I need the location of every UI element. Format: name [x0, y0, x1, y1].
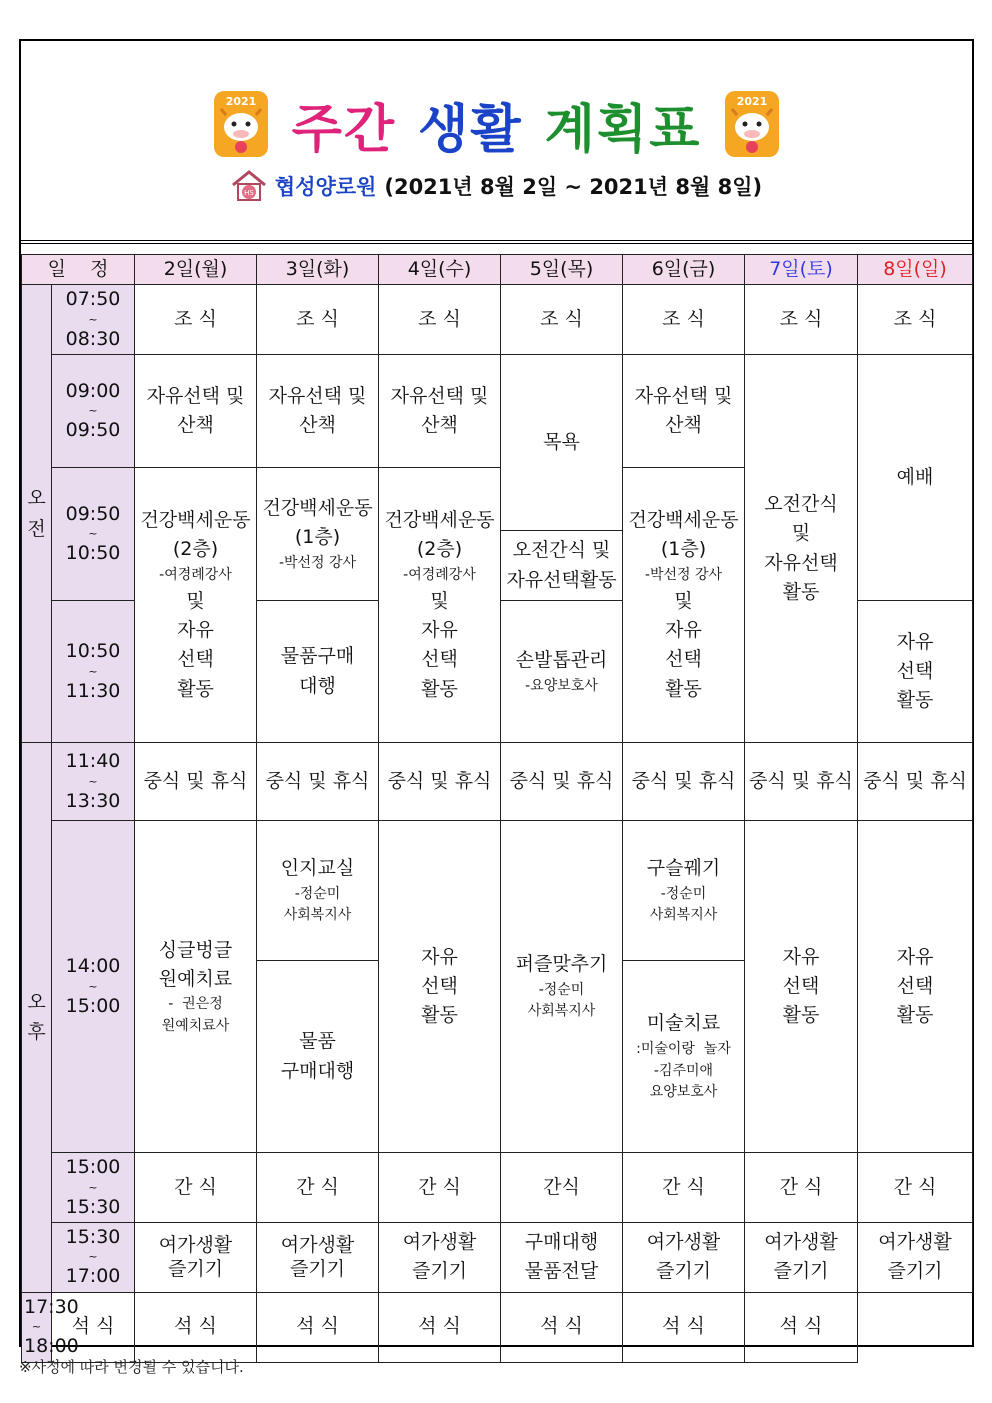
mon-pm-cell: 싱글벙글 원예치료 - 권은정 원예치료사 — [135, 821, 257, 1153]
breakfast-cell: 조 식 — [623, 285, 745, 355]
breakfast-cell: 조 식 — [257, 285, 379, 355]
svg-text:2021: 2021 — [737, 95, 768, 108]
snack-cell: 간 식 — [135, 1153, 257, 1223]
snack-cell: 간 식 — [379, 1153, 501, 1223]
leisure-cell: 여가생활 즐기기 — [257, 1222, 379, 1292]
pm-label: 오 후 — [22, 743, 52, 1293]
snack-cell: 간 식 — [745, 1153, 858, 1223]
breakfast-cell: 조 식 — [745, 285, 858, 355]
lunch-cell: 중식 및 휴식 — [257, 743, 379, 821]
table-row — [22, 743, 973, 821]
snack-cell: 간 식 — [858, 1153, 973, 1223]
day-fri: 6일(금) — [623, 255, 745, 285]
fri-pm2-cell: 미술치료 :미술이랑 놀자 -김주미애 요양보호사 — [623, 961, 745, 1153]
dinner-cell: 석 식 — [501, 1292, 623, 1362]
breakfast-cell: 조 식 — [501, 285, 623, 355]
leisure-cell: 여가생활 즐기기 — [623, 1222, 745, 1292]
day-sun: 8일(일) — [858, 255, 973, 285]
day-mon: 2일(월) — [135, 255, 257, 285]
snack-cell: 간 식 — [257, 1153, 379, 1223]
svg-text:HS: HS — [244, 189, 254, 197]
activity-cell: 자유선택 및 산책 — [135, 355, 257, 468]
day-wed: 4일(수) — [379, 255, 501, 285]
day-sat: 7일(토) — [745, 255, 858, 285]
breakfast-cell: 조 식 — [135, 285, 257, 355]
am-label: 오 전 — [22, 285, 52, 743]
fri-exercise-cell: 건강백세운동 (1층) -박선정 강사 및 자유 선택 활동 — [623, 468, 745, 743]
snack-cell: 간 식 — [623, 1153, 745, 1223]
lunch-cell: 중식 및 휴식 — [135, 743, 257, 821]
wed-exercise-cell: 건강백세운동 (2층) -여경례강사 및 자유 선택 활동 — [379, 468, 501, 743]
dinner-cell: 석 식 — [257, 1292, 379, 1362]
dinner-cell: 석 식 — [135, 1292, 257, 1362]
tue-pm2-cell: 물품 구매대행 — [257, 961, 379, 1153]
header-row — [22, 255, 973, 285]
time-cell: 09:50 ~ 10:50 — [52, 468, 135, 601]
mon-exercise-cell: 건강백세운동 (2층) -여경례강사 및 자유 선택 활동 — [135, 468, 257, 743]
time-cell: 07:50 ~ 08:30 — [52, 285, 135, 355]
bath-cell: 목욕 — [501, 355, 623, 531]
org-name: 협성양로원 — [274, 175, 377, 199]
activity-cell: 자유선택 및 산책 — [623, 355, 745, 468]
tue-pm1-cell: 인지교실 -정순미 사회복지사 — [257, 821, 379, 961]
snack-cell: 간식 — [501, 1153, 623, 1223]
time-cell: 09:00 ~ 09:50 — [52, 355, 135, 468]
sun-pm-cell: 자유 선택 활동 — [858, 821, 973, 1153]
leisure-cell: 여가생활 즐기기 — [858, 1222, 973, 1292]
activity-cell: 자유선택 및 산책 — [257, 355, 379, 468]
thu-pm-cell: 퍼즐맞추기 -정순미 사회복지사 — [501, 821, 623, 1153]
tue-purchase-cell: 물품구매 대행 — [257, 601, 379, 743]
day-tue: 3일(화) — [257, 255, 379, 285]
time-cell: 14:00 ~ 15:00 — [52, 821, 135, 1153]
breakfast-cell: 조 식 — [858, 285, 973, 355]
sat-pm-cell: 자유 선택 활동 — [745, 821, 858, 1153]
thu-leisure-cell: 구매대행 물품전달 — [501, 1222, 623, 1292]
title-word-1: 주간 — [291, 99, 397, 160]
svg-text:2021: 2021 — [225, 95, 256, 108]
lunch-cell: 중식 및 휴식 — [379, 743, 501, 821]
lunch-cell: 중식 및 휴식 — [858, 743, 973, 821]
table-row — [22, 355, 973, 468]
lunch-cell: 중식 및 휴식 — [501, 743, 623, 821]
time-cell: 15:30 ~ 17:00 — [52, 1222, 135, 1292]
title-word-3: 계획표 — [544, 99, 702, 160]
dinner-cell: 석 식 — [745, 1292, 858, 1362]
period: (2021년 8월 2일 ~ 2021년 8월 8일) — [384, 175, 763, 199]
worship-cell: 예배 — [858, 355, 973, 601]
sat-am-cell: 오전간식 및 자유선택 활동 — [745, 355, 858, 743]
table-row — [22, 821, 973, 961]
thu-snack-cell: 오전간식 및 자유선택활동 — [501, 531, 623, 601]
leisure-cell: 여가생활 즐기기 — [745, 1222, 858, 1292]
schedule-label: 일 정 — [22, 255, 135, 285]
dinner-cell: 석 식 — [623, 1292, 745, 1362]
dinner-cell: 석 식 — [379, 1292, 501, 1362]
time-cell: 15:00 ~ 15:30 — [52, 1153, 135, 1223]
sun-free-cell: 자유 선택 활동 — [858, 601, 973, 743]
lunch-cell: 중식 및 휴식 — [745, 743, 858, 821]
time-cell: 11:40 ~ 13:30 — [52, 743, 135, 821]
thu-nail-cell: 손발톱관리 -요양보호사 — [501, 601, 623, 743]
dinner-cell: 석 식 — [52, 1292, 135, 1362]
table-row — [22, 1153, 973, 1223]
tue-exercise-cell: 건강백세운동 (1층) -박선정 강사 — [257, 468, 379, 601]
table-row — [22, 1292, 973, 1362]
activity-cell: 자유선택 및 산책 — [379, 355, 501, 468]
time-cell: 10:50 ~ 11:30 — [52, 601, 135, 743]
day-thu: 5일(목) — [501, 255, 623, 285]
fri-pm1-cell: 구슬꿰기 -정순미 사회복지사 — [623, 821, 745, 961]
weekly-schedule-table — [21, 254, 973, 1363]
table-row — [22, 285, 973, 355]
table-row — [22, 1222, 973, 1292]
leisure-cell: 여가생활 즐기기 — [135, 1222, 257, 1292]
footnote: ※사정에 따라 변경될 수 있습니다. — [19, 1358, 244, 1376]
time-cell: 17:30 ~ 18:00 — [22, 1292, 52, 1362]
leisure-cell: 여가생활 즐기기 — [379, 1222, 501, 1292]
wed-pm-cell: 자유 선택 활동 — [379, 821, 501, 1153]
lunch-cell: 중식 및 휴식 — [623, 743, 745, 821]
title-word-2: 생활 — [418, 99, 523, 160]
breakfast-cell: 조 식 — [379, 285, 501, 355]
